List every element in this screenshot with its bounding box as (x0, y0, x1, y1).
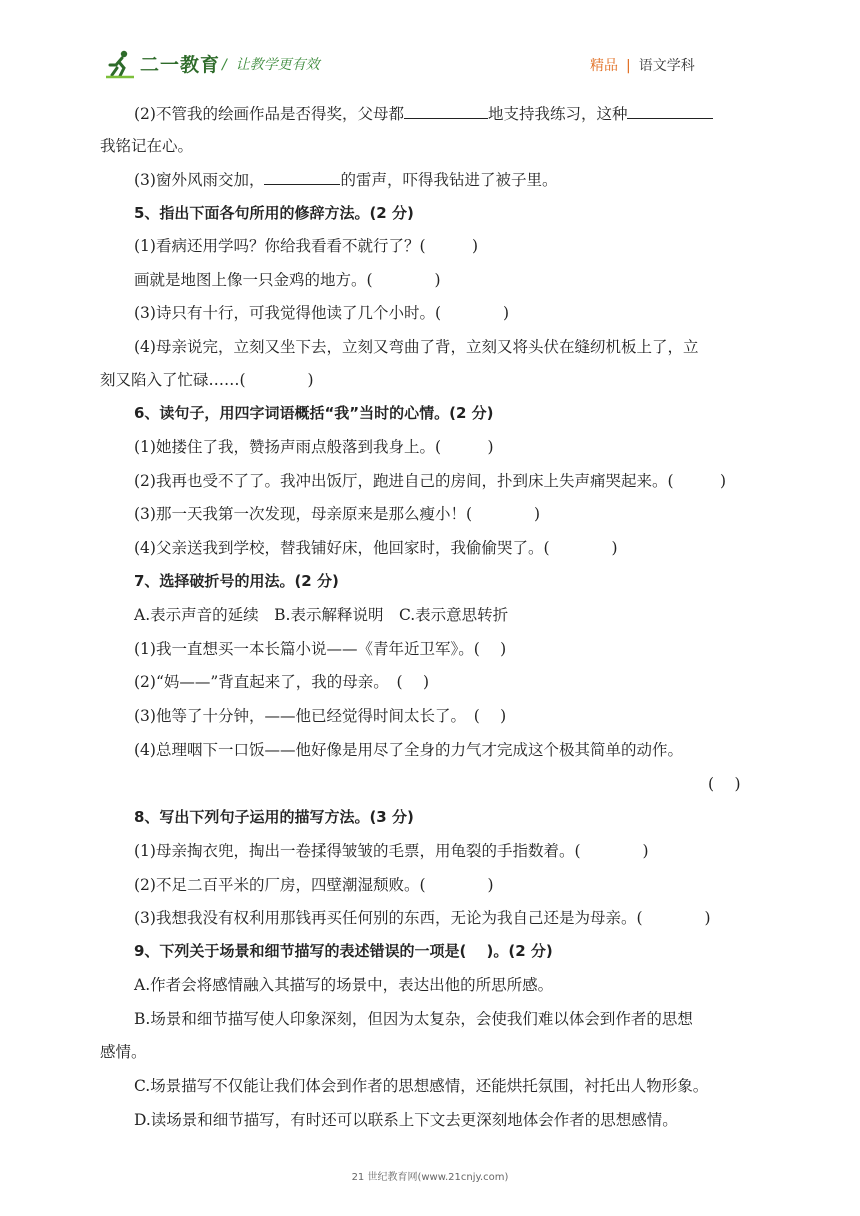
text-line: (3)窗外风雨交加， 的雷声，吓得我钻进了被子里。 (134, 168, 557, 190)
answer-blank[interactable] (264, 168, 340, 185)
text-line: A.作者会将感情融入其描写的场景中，表达出他的所思所感。 (134, 976, 554, 994)
question-heading: 6、读句子，用四字词语概括“我”当时的心情。(2 分) (134, 404, 494, 422)
subject-label: 语文学科 (638, 58, 695, 74)
question-heading: 7、选择破折号的用法。(2 分) (134, 572, 339, 590)
text-line: 画就是地图上像一只金鸡的地方。( ) (134, 271, 441, 289)
text-line: (1)我一直想买一本长篇小说——《青年近卫军》。( ) (134, 640, 507, 658)
text-line: (1)她搂住了我，赞扬声雨点般落到我身上。( ) (134, 438, 494, 456)
question-heading: 8、写出下列句子运用的描写方法。(3 分) (134, 808, 414, 826)
text-line: (1)看病还用学吗？你给我看看不就行了？( ) (134, 237, 479, 255)
text-line: C.场景描写不仅能让我们体会到作者的思想感情，还能烘托氛围，衬托出人物形象。 (134, 1077, 709, 1095)
text-line: D.读场景和细节描写，有时还可以联系上下文去更深刻地体会作者的思想感情。 (134, 1111, 678, 1129)
text-line: (2)不足二百平米的厂房，四壁潮湿颓败。( ) (134, 876, 494, 894)
premium-label: 精品 (590, 58, 618, 74)
badge-separator: | (626, 58, 631, 74)
text-line: 刻又陷入了忙碌……( ) (100, 371, 314, 389)
text-line: A.表示声音的延续 B.表示解释说明 C.表示意思转折 (134, 606, 509, 624)
answer-blank[interactable] (404, 102, 488, 119)
logo-text: 二一教育 (140, 54, 221, 76)
text-line: (3)我想我没有权利用那钱再买任何别的东西，无论为我自己还是为母亲。( ) (134, 909, 711, 927)
runner-logo-icon (104, 48, 136, 80)
subject-badge (590, 55, 695, 75)
text-line: (3)他等了十分钟，——他已经觉得时间太长了。 ( ) (134, 707, 507, 725)
text-line: B.场景和细节描写使人印象深刻，但因为太复杂，会使我们难以体会到作者的思想 (134, 1010, 693, 1028)
text-line: (2)不管我的绘画作品是否得奖，父母都 地支持我练习，这种 (134, 102, 713, 124)
text-line: 我铭记在心。 (100, 137, 194, 155)
text-line: (4)母亲说完，立刻又坐下去，立刻又弯曲了背，立刻又将头伏在缝纫机板上了，立 (134, 338, 699, 356)
answer-blank[interactable] (627, 102, 713, 119)
text-line: (4)父亲送我到学校，替我铺好床，他回家时，我偷偷哭了。( ) (134, 539, 618, 557)
text-line: (1)母亲掏衣兜，掏出一卷揉得皱皱的毛票，用龟裂的手指数着。( ) (134, 842, 649, 860)
question-heading: 5、指出下面各句所用的修辞方法。(2 分) (134, 204, 414, 222)
text-line: (4)总理咽下一口饭——他好像是用尽了全身的力气才完成这个极其简单的动作。 (134, 741, 683, 759)
slogan: / 让教学更有效 (222, 57, 320, 73)
text-line: ( ) (708, 775, 741, 793)
text-line: (3)诗只有十行，可我觉得他读了几个小时。( ) (134, 304, 510, 322)
text-line: (2)我再也受不了了。我冲出饭厅，跑进自己的房间，扑到床上失声痛哭起来。( ) (134, 472, 727, 490)
text-line: (3)那一天我第一次发现，母亲原来是那么瘦小！( ) (134, 505, 541, 523)
question-heading: 9、下列关于场景和细节描写的表述错误的一项是( )。(2 分) (134, 942, 553, 960)
text-line: 感情。 (100, 1043, 147, 1061)
text-line: (2)“妈——”背直起来了，我的母亲。 ( ) (134, 673, 430, 691)
page-header (0, 0, 860, 90)
page-footer: 21 世纪教育网(www.21cnjy.com) (351, 1172, 509, 1183)
